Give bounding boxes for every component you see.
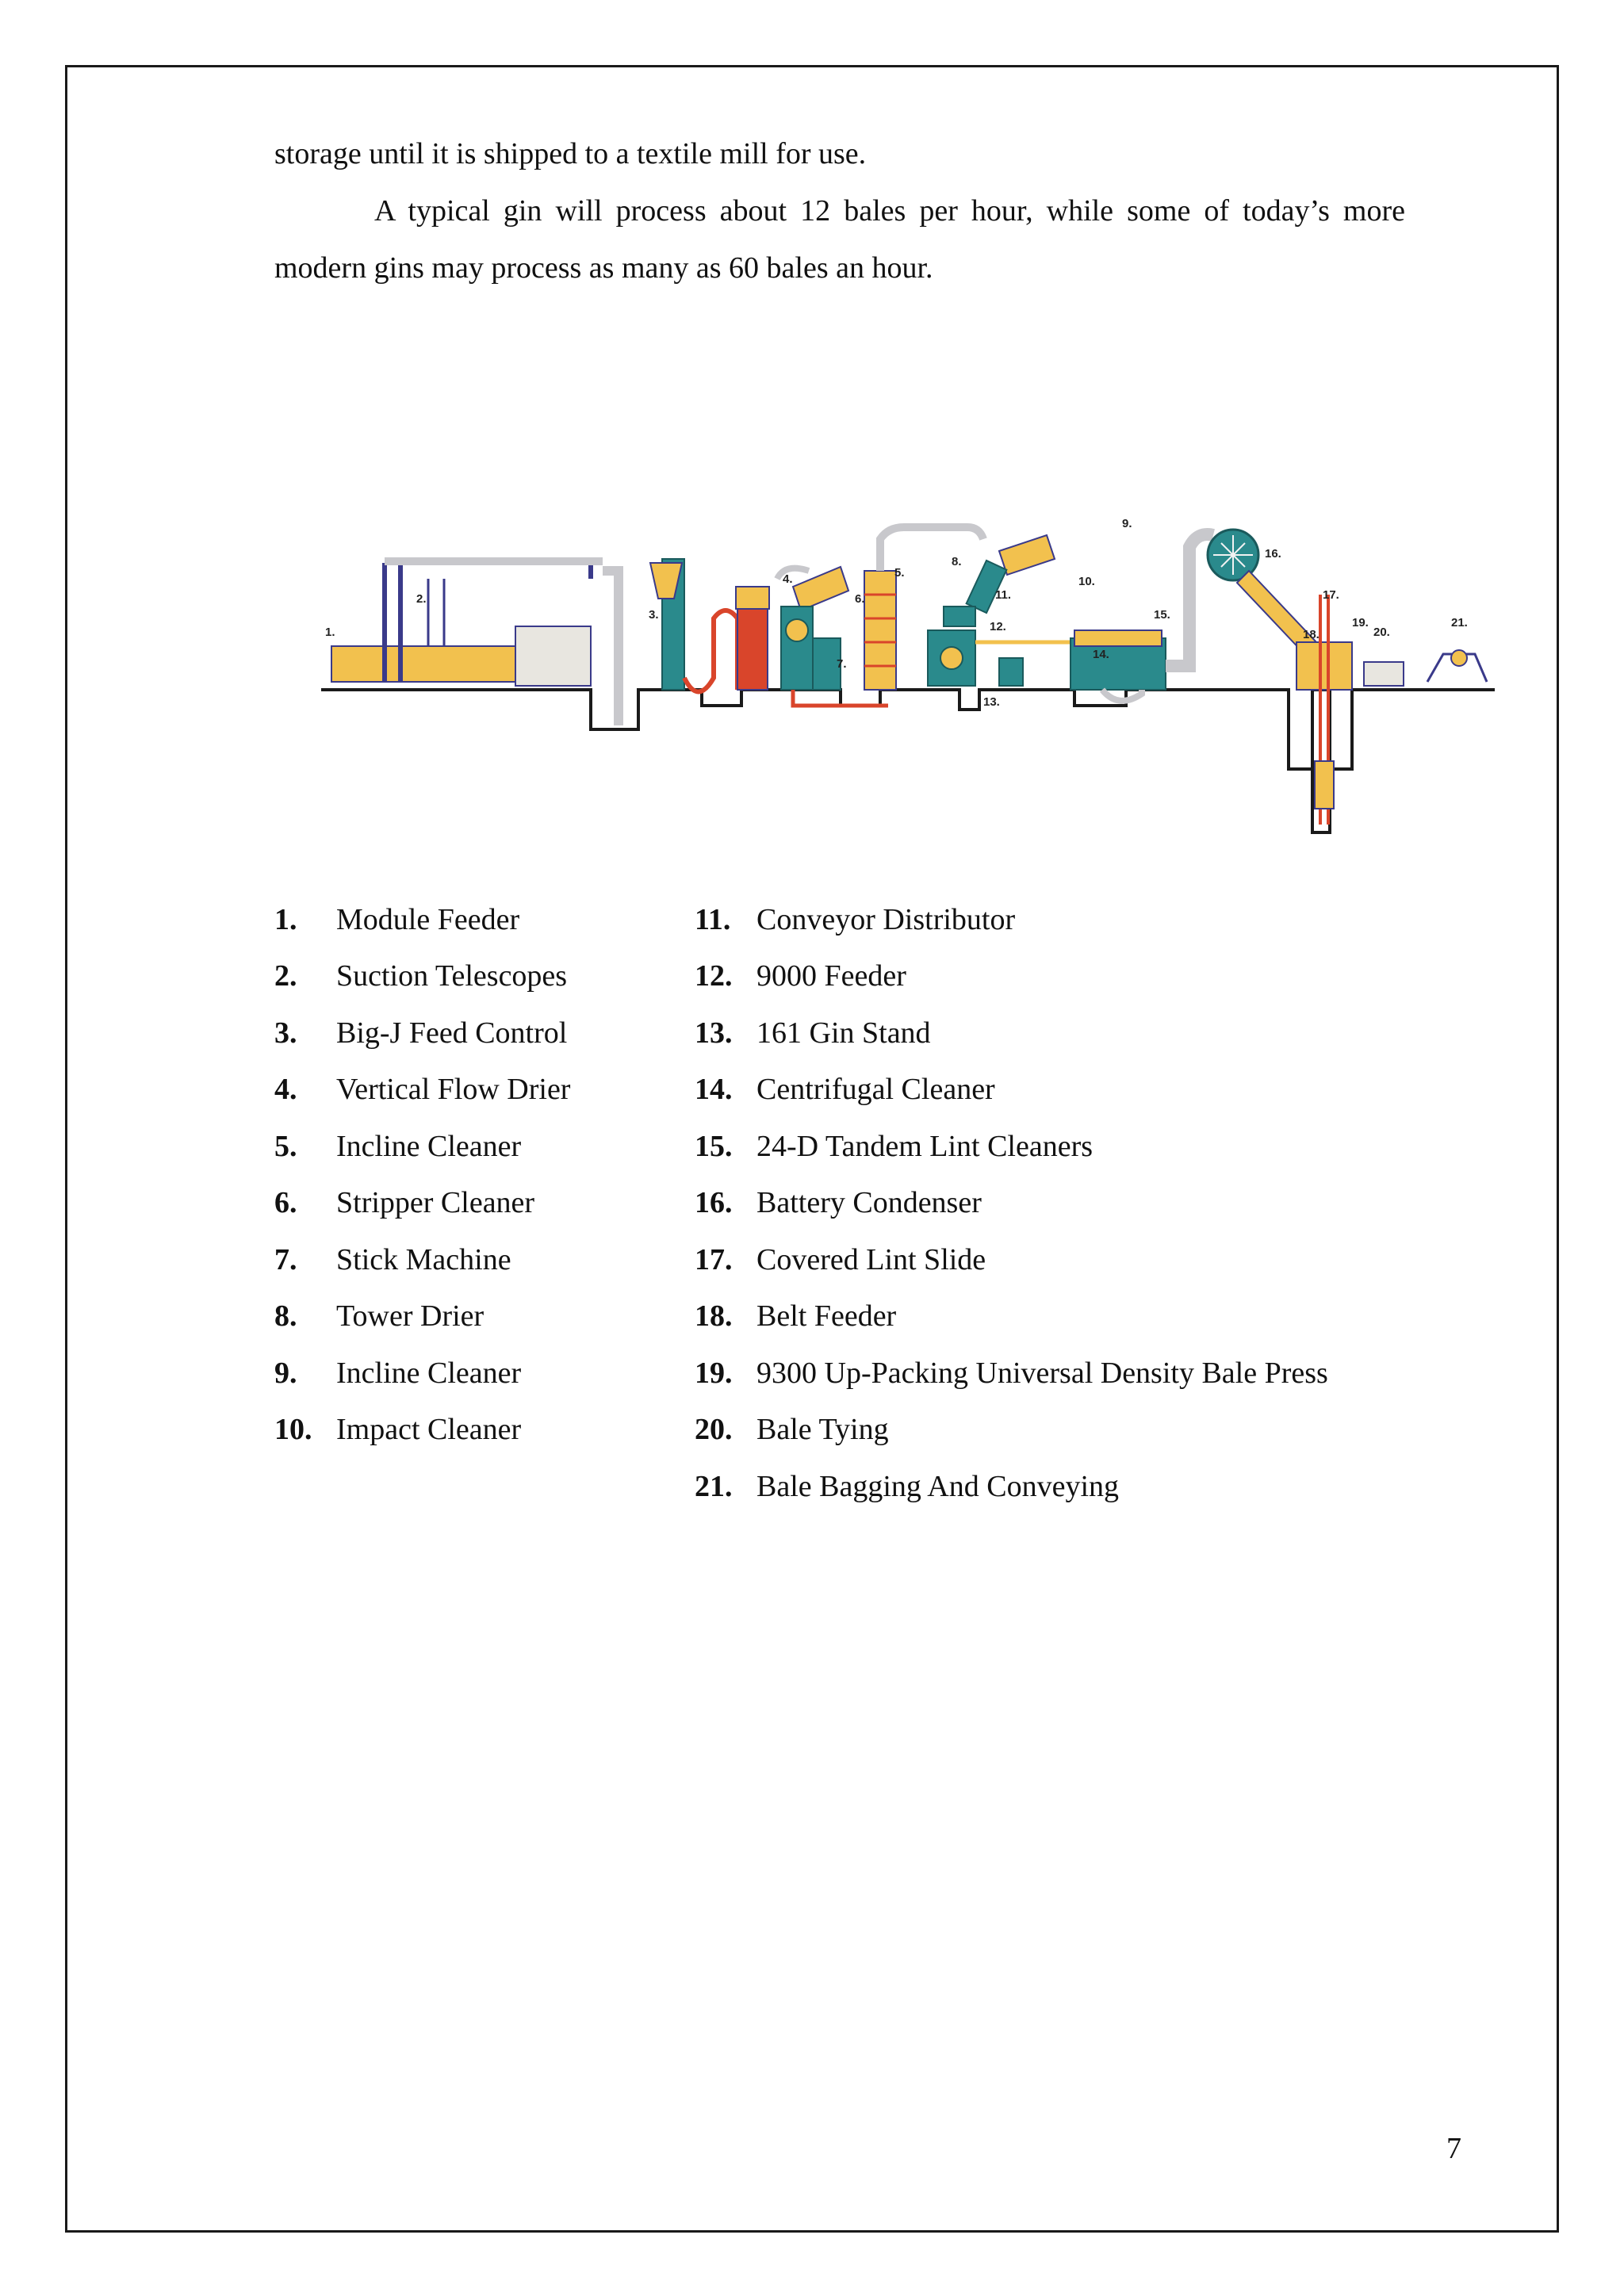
legend-number: 14. <box>695 1073 733 1107</box>
legend-number: 8. <box>274 1299 297 1334</box>
legend-item <box>274 1062 570 1119</box>
fig-label-14: 14. <box>1093 648 1109 661</box>
fig-label-15: 15. <box>1154 608 1170 622</box>
legend-item <box>274 1004 570 1062</box>
legend-item <box>274 891 570 948</box>
legend-item <box>274 1345 570 1402</box>
legend-item <box>274 1231 570 1288</box>
legend-label: 24-D Tandem Lint Cleaners <box>756 1129 1094 1163</box>
legend-number: 9. <box>274 1356 297 1390</box>
legend-label: Bale Bagging And Conveying <box>756 1469 1120 1503</box>
bale-tying <box>1364 662 1404 686</box>
legend-label: Tower Drier <box>336 1299 485 1334</box>
legend-item <box>274 948 570 1005</box>
fig-label-12: 12. <box>990 620 1006 633</box>
duct-2 <box>684 610 737 692</box>
legend-item <box>274 1118 570 1175</box>
legend-number: 16. <box>695 1186 733 1220</box>
impact-cleaner <box>967 561 1007 613</box>
legend-label: Covered Lint Slide <box>756 1242 986 1276</box>
fig-label-8: 8. <box>952 555 962 568</box>
legend-number: 18. <box>695 1299 733 1334</box>
legend-left-column <box>274 891 570 1458</box>
legend-item <box>695 1345 1328 1402</box>
legend-item <box>695 1458 1328 1515</box>
fig-label-10: 10. <box>1078 575 1095 588</box>
fig-label-18: 18. <box>1303 628 1320 641</box>
fig-label-3: 3. <box>649 608 659 622</box>
legend-label: Impact Cleaner <box>336 1413 522 1447</box>
legend-number: 3. <box>274 1016 297 1050</box>
legend-label: Stick Machine <box>336 1242 511 1276</box>
legend-item <box>274 1175 570 1232</box>
legend-item <box>695 1402 1328 1459</box>
fig-label-16: 16. <box>1265 547 1281 561</box>
fig-label-13: 13. <box>983 695 1000 709</box>
legend-item <box>695 1175 1328 1232</box>
legend-item <box>274 1288 570 1345</box>
fig-label-6: 6. <box>855 592 865 606</box>
fig-label-19: 19. <box>1352 616 1369 629</box>
legend-number: 5. <box>274 1129 297 1163</box>
legend-number: 21. <box>695 1469 733 1503</box>
bale-press <box>1297 642 1352 690</box>
legend-label: Bale Tying <box>756 1413 889 1447</box>
legend-item <box>695 1231 1328 1288</box>
legend-item <box>695 948 1328 1005</box>
cotton-gin-diagram <box>317 492 1499 840</box>
legend-item <box>695 1118 1328 1175</box>
fig-label-7: 7. <box>837 657 847 671</box>
legend-label: Module Feeder <box>336 902 520 936</box>
duct-3 <box>880 527 983 571</box>
incline-cleaner-9 <box>999 535 1055 575</box>
legend-item <box>695 1288 1328 1345</box>
legend-label: 161 Gin Stand <box>756 1016 931 1050</box>
incline-cleaner-5 <box>793 567 848 610</box>
centrifugal-cleaner <box>999 658 1023 686</box>
legend-item <box>695 1062 1328 1119</box>
fig-label-21: 21. <box>1451 616 1468 629</box>
legend-label: Incline Cleaner <box>336 1356 522 1390</box>
fig-label-20: 20. <box>1373 626 1390 639</box>
legend-label: 9300 Up-Packing Universal Density Bale Press <box>756 1356 1328 1390</box>
fig-label-1: 1. <box>325 626 335 639</box>
legend-label: Suction Telescopes <box>336 959 568 993</box>
legend-number: 4. <box>274 1073 297 1107</box>
legend-label: Incline Cleaner <box>336 1129 522 1163</box>
legend-right-column <box>695 891 1328 1515</box>
body-paragraph-1: storage until it is shipped to a textile mill for use. <box>274 137 867 170</box>
legend-label: Vertical Flow Drier <box>336 1073 571 1107</box>
legend-number: 2. <box>274 959 297 993</box>
page-number: 7 <box>1446 2132 1461 2165</box>
legend-label: 9000 Feeder <box>756 959 906 993</box>
conveyor-distributor <box>944 607 975 626</box>
fig-label-17: 17. <box>1323 588 1339 602</box>
legend-item <box>274 1402 570 1459</box>
duct-4 <box>1166 534 1213 666</box>
legend-number: 15. <box>695 1129 733 1163</box>
legend-number: 19. <box>695 1356 733 1390</box>
tower-drier <box>864 571 896 690</box>
legend-label: Centrifugal Cleaner <box>756 1073 995 1107</box>
legend-number: 11. <box>695 902 731 936</box>
legend-label: Conveyor Distributor <box>756 902 1016 936</box>
legend-number: 6. <box>274 1186 297 1220</box>
legend-number: 17. <box>695 1242 733 1276</box>
fig-label-9: 9. <box>1122 517 1132 530</box>
fig-label-5: 5. <box>894 566 905 580</box>
legend-number: 12. <box>695 959 733 993</box>
fig-label-11: 11. <box>995 588 1012 602</box>
fig-label-2: 2. <box>416 592 427 606</box>
duct-1 <box>603 571 619 725</box>
legend-label: Belt Feeder <box>756 1299 897 1334</box>
legend-label: Battery Condenser <box>756 1186 982 1220</box>
legend-label: Big-J Feed Control <box>336 1016 568 1050</box>
fig-label-4: 4. <box>783 572 793 586</box>
body-paragraph-2: A typical gin will process about 12 bales per hour, while some of today’s more modern gins may process as many as 60 bales an hour. <box>274 194 1405 285</box>
legend-item <box>695 891 1328 948</box>
legend-number: 1. <box>274 902 297 936</box>
legend-number: 7. <box>274 1242 297 1276</box>
legend-item <box>695 1004 1328 1062</box>
legend-number: 20. <box>695 1413 733 1447</box>
legend-label: Stripper Cleaner <box>336 1186 535 1220</box>
legend-number: 10. <box>274 1413 312 1447</box>
legend-number: 13. <box>695 1016 733 1050</box>
module-feeder <box>331 646 534 682</box>
